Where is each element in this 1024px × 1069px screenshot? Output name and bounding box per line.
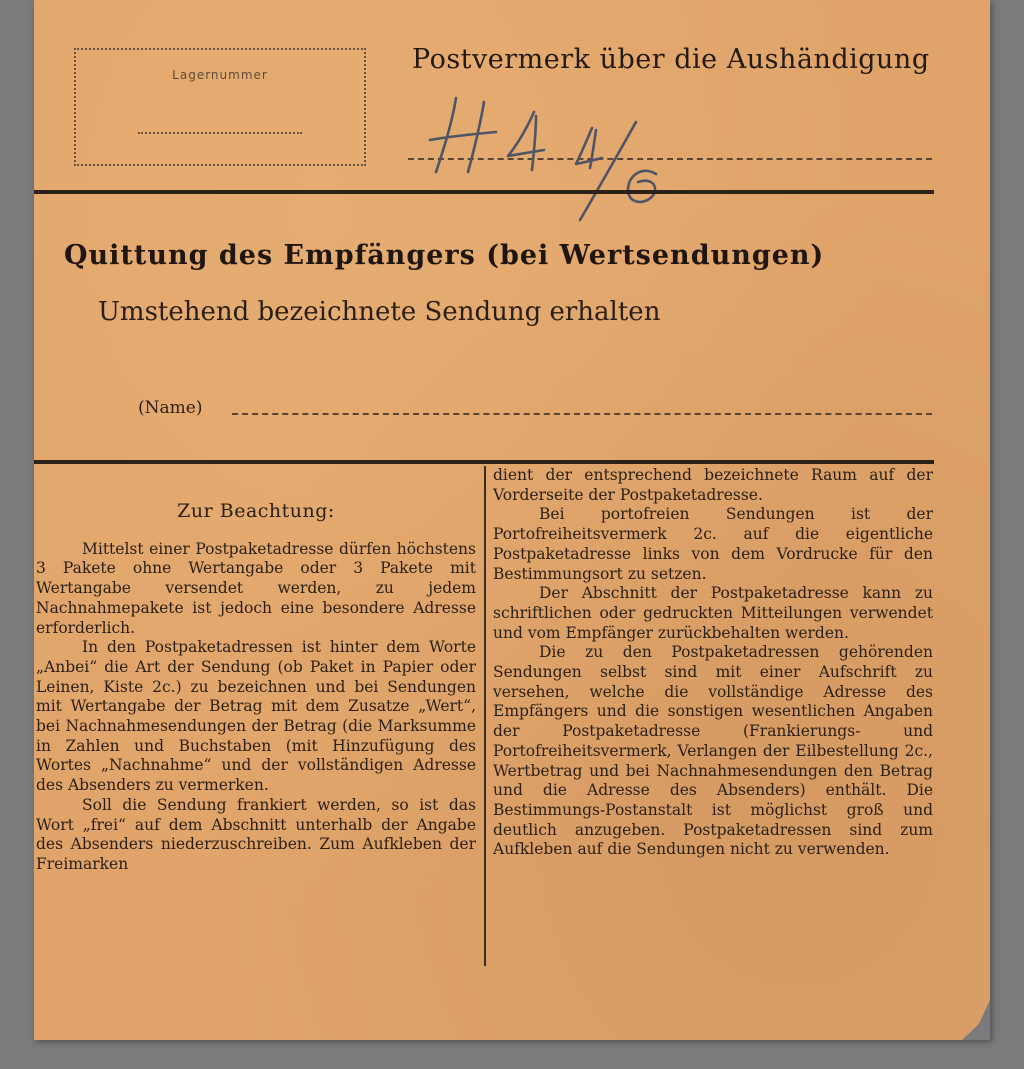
name-label: (Name)	[138, 398, 203, 418]
beachtung-title: Zur Beachtung:	[177, 500, 335, 522]
parcel-card-back	[34, 0, 990, 1040]
instruction-paragraph: Mittelst einer Postpaketadresse dürfen höchstens 3 Pakete ohne Wertangabe oder 3 Pakete mit Wertangabe versendet werden, zu jedem Nachnahmepakete ist jedoch eine besondere Adresse erforderlich.	[36, 539, 476, 637]
lagernummer-label: Lagernummer	[172, 68, 268, 82]
top-divider-rule	[34, 190, 934, 194]
instruction-paragraph: Bei portofreien Sendungen ist der Portofreiheitsvermerk 2c. auf die eigentliche Postpaketadresse links von dem Vordrucke für den Bestimmungsort zu setzen.	[493, 505, 933, 583]
instructions-right-column	[493, 466, 933, 860]
instructions-divider-rule	[34, 460, 934, 464]
instruction-paragraph: Die zu den Postpaketadressen gehörenden Sendungen selbst sind mit einer Aufschrift zu versehen, welche die vollständige Adresse des Empfängers und die sonstigen wesentlichen Angaben der Postpaketadresse (Frankierungs- und Portofreiheitsvermerk, Verlangen der Eilbestellung 2c., Wertbetrag und bei Nachnahmesendungen den Betrag und die Adresse des Absenders) enthält. Die Bestimmungs-Postanstalt ist möglichst groß und deutlich anzugeben. Postpaketadressen sind zum Aufkleben auf die Sendungen nicht zu verwenden.	[493, 643, 933, 859]
instructions-left-column	[36, 466, 476, 875]
instruction-paragraph: Der Abschnitt der Postpaketadresse kann zu schriftlichen oder gedruckten Mitteilungen verwendet und vom Empfänger zurückbehalten werden.	[493, 584, 933, 642]
column-divider	[484, 466, 486, 966]
lagernummer-box	[74, 48, 366, 166]
lagernummer-dotted-line	[138, 132, 302, 134]
instruction-paragraph: In den Postpaketadressen ist hinter dem Worte „Anbei“ die Art der Sendung (ob Paket in Papier oder Leinen, Kiste 2c.) zu bezeichnen und bei Sendungen mit Wertangabe der Betrag mit dem Zusatze „Wert“, bei Nachnahmesendungen der Betrag (die Marksumme in Zahlen und Buchstaben (mit Hinzufügung des Wortes „Nachnahme“ und der vollständigen Adresse des Absenders zu vermerken.	[36, 638, 476, 795]
handwritten-pencil-note	[422, 78, 662, 228]
name-dotted-line	[232, 413, 932, 415]
instruction-paragraph: dient der entsprechend bezeichnete Raum auf der Vorderseite der Postpaketadresse.	[493, 466, 933, 504]
receipt-heading: Quittung des Empfängers (bei Wertsendungen)	[64, 240, 825, 271]
instruction-paragraph: Soll die Sendung frankiert werden, so ist das Wort „frei“ auf dem Abschnitt unterhalb der Angabe des Absenders niederzuschreiben. Zum Aufkleben der Freimarken	[36, 795, 476, 873]
postvermerk-label: Postvermerk über die Aushändigung	[412, 44, 930, 75]
receipt-subheading: Umstehend bezeichnete Sendung erhalten	[98, 297, 661, 327]
torn-corner	[962, 1000, 990, 1040]
